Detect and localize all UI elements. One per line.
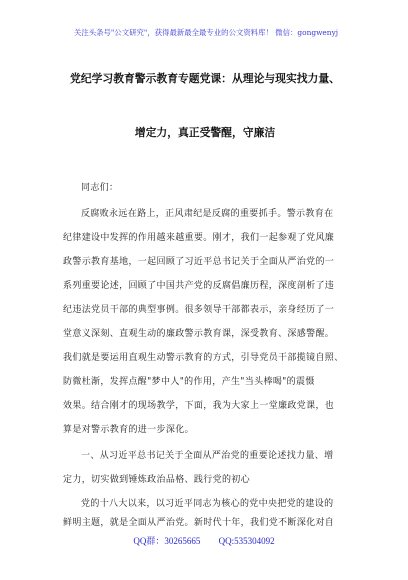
paragraph-line: 纪违法党员干部的典型事例。很多领导干部都表示，亲身经历了一 [63,305,335,315]
paragraph-line: 鲜明主题，就是全面从严治党。新时代十年，我们党不断深化对自 [63,518,335,528]
footer-qq-group: QQ群：30265665 [133,536,201,546]
paragraph-line: 防微杜渐，发挥点醒"梦中人"的作用，产生"当头棒喝"的震慑 [63,377,315,387]
document-title-line1: 党纪学习教育警示教育专题党课：从理论与现实找力量、 [70,72,340,85]
paragraph-line: 算是对警示教育的进一步深化。 [63,425,194,435]
paragraph-line: 纪律建设中发挥的作用越来越重要。刚才，我们一起参观了党风廉 [63,233,335,243]
paragraph-line: 堂意义深刻、直观生动的廉政警示教育课，深受教育、深感警醒。 [63,329,335,339]
footer-qq: QQ:535304092 [218,536,275,546]
paragraph-line: 系列重要论述，回顾了中国共产党的反腐倡廉历程，深度剖析了违 [63,281,335,291]
salutation: 同志们： [81,183,119,193]
footer-contacts [0,534,408,547]
paragraph-line: 效果。结合刚才的现场教学，下面，我为大家上一堂廉政党课，也 [63,401,335,411]
section-heading-line: 一、从习近平总书记关于全面从严治党的重要论述找力量、增 [81,451,334,461]
paragraph-line: 党的十八大以来，以习近平同志为核心的党中央把党的建设的 [81,499,334,509]
paragraph-line: 我们就是要运用直观生动警示教育的方式，引导党员干部揽镜自照、 [63,353,344,363]
paragraph-line: 政警示教育基地，一起回顾了习近平总书记关于全面从严治党的一 [63,257,335,267]
document-title-line2: 增定力，真正受警醒，守廉洁 [134,126,276,139]
paragraph-line: 反腐败永远在路上，正风肃纪是反腐的重要抓手。警示教育在 [81,209,334,219]
header-promo: 关注头条号"公文研究"，获得最新最全最专业的公文资料库！ 微信：gongwenyj [73,28,339,37]
section-heading-line: 定力，切实做到锤炼政治品格、践行党的初心 [63,475,251,485]
